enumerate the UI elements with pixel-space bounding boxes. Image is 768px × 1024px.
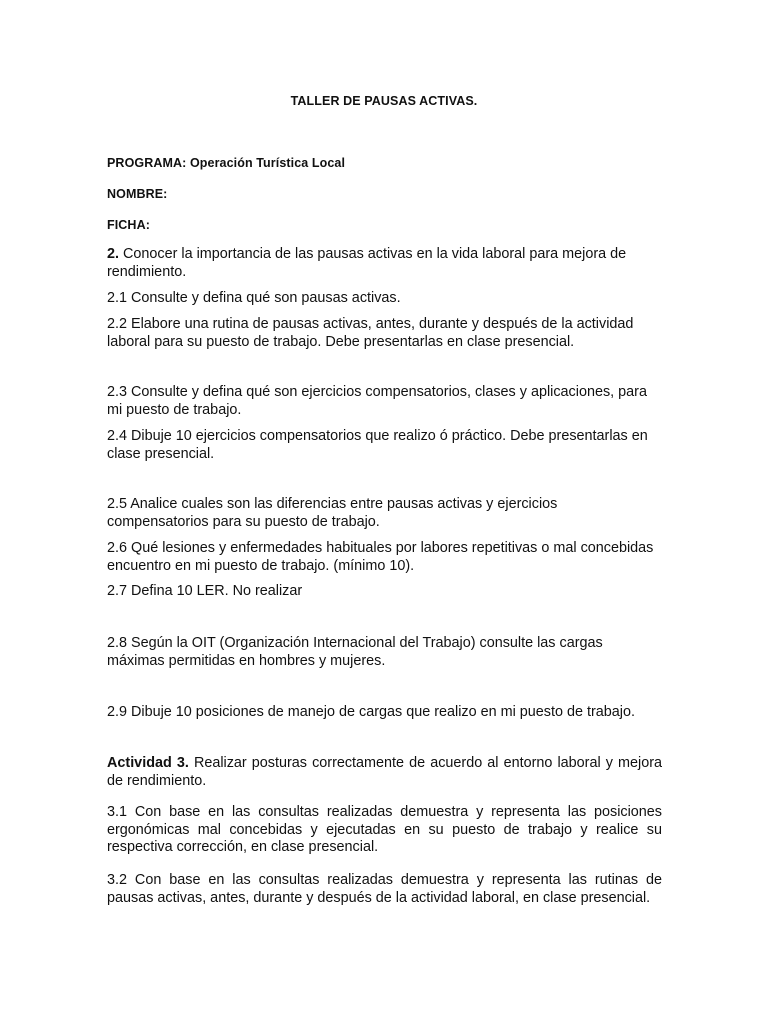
- item-2-2: 2.2 Elabore una rutina de pausas activas, antes, durante y después de la actividad laboral para su puesto de trabajo. Debe presentarlas en clase presencial.: [107, 316, 634, 350]
- item-3-1: 3.1 Con base en las consultas realizadas demuestra y representa las posiciones ergonómicas mal concebidas y ejecutadas en su puesto de trabajo y realice su respectiva corrección, en clase presencial.: [107, 804, 662, 855]
- item-2: [107, 246, 662, 281]
- item-2-8: 2.8 Según la OIT (Organización Internacional del Trabajo) consulte las cargas máximas permitidas en hombres y mujeres.: [107, 635, 603, 669]
- actividad-3-text: Realizar posturas correctamente de acuerdo al entorno laboral y mejora de rendimiento.: [107, 755, 662, 789]
- item-2-5: 2.5 Analice cuales son las diferencias entre pausas activas y ejercicios compensatorios para su puesto de trabajo.: [107, 496, 558, 530]
- item-2-1: 2.1 Consulte y defina qué son pausas activas.: [107, 290, 401, 306]
- item-2-4: 2.4 Dibuje 10 ejercicios compensatorios que realizo ó práctico. Debe presentarlas en clase presencial.: [107, 428, 648, 462]
- ficha-label: FICHA:: [107, 218, 150, 232]
- item-2-9: 2.9 Dibuje 10 posiciones de manejo de cargas que realizo en mi puesto de trabajo.: [107, 704, 635, 720]
- actividad-3-number: Actividad 3.: [107, 755, 189, 771]
- item-2-number: 2.: [107, 246, 120, 262]
- item-2-6: 2.6 Qué lesiones y enfermedades habituales por labores repetitivas o mal concebidas encuentro en mi puesto de trabajo. (mínimo 10).: [107, 540, 654, 574]
- document-title: TALLER DE PAUSAS ACTIVAS.: [290, 94, 478, 108]
- nombre-label: NOMBRE:: [107, 187, 168, 201]
- actividad-3: [107, 755, 662, 790]
- item-2-3: 2.3 Consulte y defina qué son ejercicios compensatorios, clases y aplicaciones, para mi puesto de trabajo.: [107, 384, 647, 418]
- item-3-2: 3.2 Con base en las consultas realizadas demuestra y representa las rutinas de pausas activas, antes, durante y después de la actividad laboral, en clase presencial.: [107, 872, 662, 906]
- item-2-text: Conocer la importancia de las pausas activas en la vida laboral para mejora de rendimiento.: [107, 246, 627, 280]
- programa-value: Operación Turística Local: [189, 156, 346, 170]
- programa-label: PROGRAMA:: [107, 156, 187, 170]
- programa-line: [107, 156, 345, 170]
- item-2-7: 2.7 Defina 10 LER. No realizar: [107, 583, 303, 599]
